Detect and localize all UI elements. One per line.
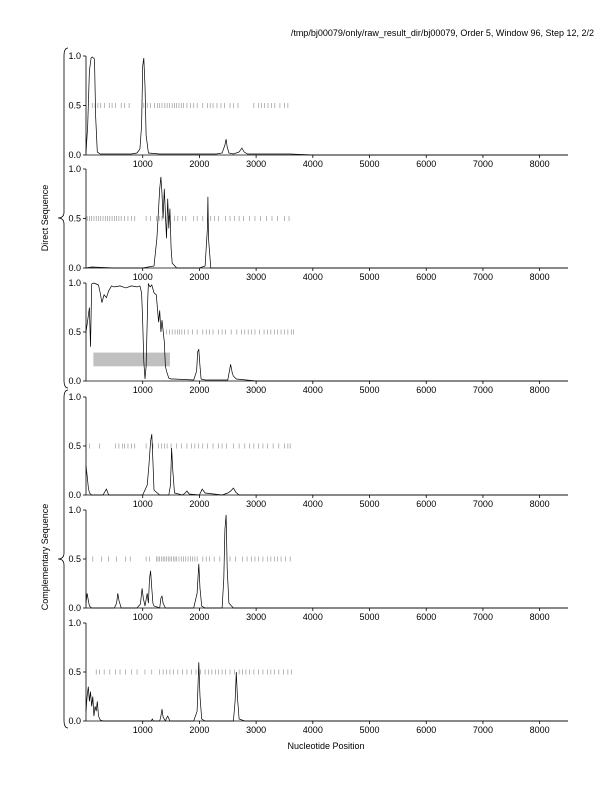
x-tick-label: 4000 bbox=[302, 725, 323, 735]
x-tick-label: 4000 bbox=[302, 272, 323, 282]
y-tick-label: 0.5 bbox=[68, 100, 81, 111]
data-line bbox=[86, 57, 568, 155]
page-title: /tmp/bj00079/only/raw_result_dir/bj00079, Order 5, Window 96, Step 12, 2/2 bbox=[290, 28, 594, 38]
x-tick-label: 3000 bbox=[246, 159, 267, 169]
x-tick-label: 1000 bbox=[132, 272, 153, 282]
x-tick-label: 3000 bbox=[246, 725, 267, 735]
y-tick-label: 0.5 bbox=[68, 441, 81, 451]
x-tick-label: 8000 bbox=[529, 385, 550, 395]
x-tick-label: 7000 bbox=[472, 612, 493, 622]
x-tick-label: 2000 bbox=[189, 385, 210, 395]
x-tick-label: 8000 bbox=[529, 612, 550, 622]
x-tick-label: 7000 bbox=[472, 272, 493, 282]
x-tick-label: 4000 bbox=[302, 385, 323, 395]
y-tick-label: 0.0 bbox=[68, 150, 81, 160]
x-tick-label: 2000 bbox=[189, 272, 210, 282]
data-line bbox=[86, 662, 568, 721]
x-tick-label: 1000 bbox=[132, 725, 153, 735]
group-brackets bbox=[58, 48, 68, 728]
x-tick-label: 6000 bbox=[416, 272, 437, 282]
x-tick-label: 6000 bbox=[416, 159, 437, 169]
x-tick-label: 5000 bbox=[359, 159, 380, 169]
x-tick-label: 6000 bbox=[416, 612, 437, 622]
panel-complementary-frame-1 bbox=[68, 392, 568, 509]
panel-complementary-frame-2 bbox=[68, 505, 568, 622]
highlight-region bbox=[93, 353, 170, 367]
x-tick-label: 8000 bbox=[529, 725, 550, 735]
panel-direct-frame-2 bbox=[68, 164, 568, 282]
y-tick-label: 0.0 bbox=[68, 603, 81, 613]
y-tick-label: 1.0 bbox=[68, 278, 81, 288]
x-tick-label: 2000 bbox=[189, 725, 210, 735]
direct-sequence-label: Direct Sequence bbox=[40, 184, 50, 252]
data-line bbox=[86, 177, 568, 268]
panels bbox=[68, 51, 568, 735]
y-tick-label: 0.0 bbox=[68, 263, 81, 273]
x-tick-label: 5000 bbox=[359, 612, 380, 622]
y-tick-label: 0.0 bbox=[68, 490, 81, 500]
y-tick-label: 0.0 bbox=[68, 716, 81, 726]
complementary-sequence-bracket bbox=[58, 390, 68, 728]
x-tick-label: 1000 bbox=[132, 385, 153, 395]
data-line bbox=[86, 434, 568, 495]
y-tick-label: 0.5 bbox=[68, 327, 81, 337]
y-tick-label: 1.0 bbox=[68, 618, 81, 628]
x-tick-label: 5000 bbox=[359, 725, 380, 735]
x-tick-label: 3000 bbox=[246, 612, 267, 622]
x-tick-label: 6000 bbox=[416, 385, 437, 395]
y-tick-label: 0.5 bbox=[68, 667, 81, 677]
panel-direct-frame-1 bbox=[68, 51, 568, 169]
x-tick-label: 8000 bbox=[529, 499, 550, 509]
x-tick-label: 6000 bbox=[416, 499, 437, 509]
y-tick-label: 0.0 bbox=[68, 376, 81, 386]
y-tick-label: 1.0 bbox=[68, 51, 81, 61]
x-tick-label: 5000 bbox=[359, 272, 380, 282]
y-tick-label: 1.0 bbox=[68, 505, 81, 515]
x-tick-label: 7000 bbox=[472, 385, 493, 395]
panel-complementary-frame-3 bbox=[68, 618, 568, 735]
x-tick-label: 2000 bbox=[189, 499, 210, 509]
x-tick-label: 8000 bbox=[529, 159, 550, 169]
y-tick-label: 0.5 bbox=[68, 213, 81, 224]
x-tick-label: 7000 bbox=[472, 499, 493, 509]
x-tick-label: 1000 bbox=[132, 159, 153, 169]
y-tick-label: 1.0 bbox=[68, 164, 81, 174]
panel-direct-frame-3 bbox=[68, 278, 568, 395]
x-tick-label: 8000 bbox=[529, 272, 550, 282]
x-tick-label: 7000 bbox=[472, 159, 493, 169]
x-tick-label: 3000 bbox=[246, 499, 267, 509]
x-axis-title: Nucleotide Position bbox=[287, 741, 365, 751]
x-tick-label: 5000 bbox=[359, 385, 380, 395]
x-tick-label: 2000 bbox=[189, 612, 210, 622]
x-tick-label: 4000 bbox=[302, 612, 323, 622]
x-tick-label: 7000 bbox=[472, 725, 493, 735]
x-tick-label: 3000 bbox=[246, 272, 267, 282]
x-tick-label: 1000 bbox=[132, 612, 153, 622]
direct-sequence-bracket bbox=[58, 48, 68, 388]
x-tick-label: 4000 bbox=[302, 159, 323, 169]
x-tick-label: 6000 bbox=[416, 725, 437, 735]
x-tick-label: 2000 bbox=[189, 159, 210, 169]
x-tick-label: 3000 bbox=[246, 385, 267, 395]
x-tick-label: 5000 bbox=[359, 499, 380, 509]
complementary-sequence-label: Complementary Sequence bbox=[40, 503, 50, 611]
y-tick-label: 1.0 bbox=[68, 392, 81, 402]
x-tick-label: 4000 bbox=[302, 499, 323, 509]
x-tick-label: 1000 bbox=[132, 499, 153, 509]
y-tick-label: 0.5 bbox=[68, 554, 81, 564]
